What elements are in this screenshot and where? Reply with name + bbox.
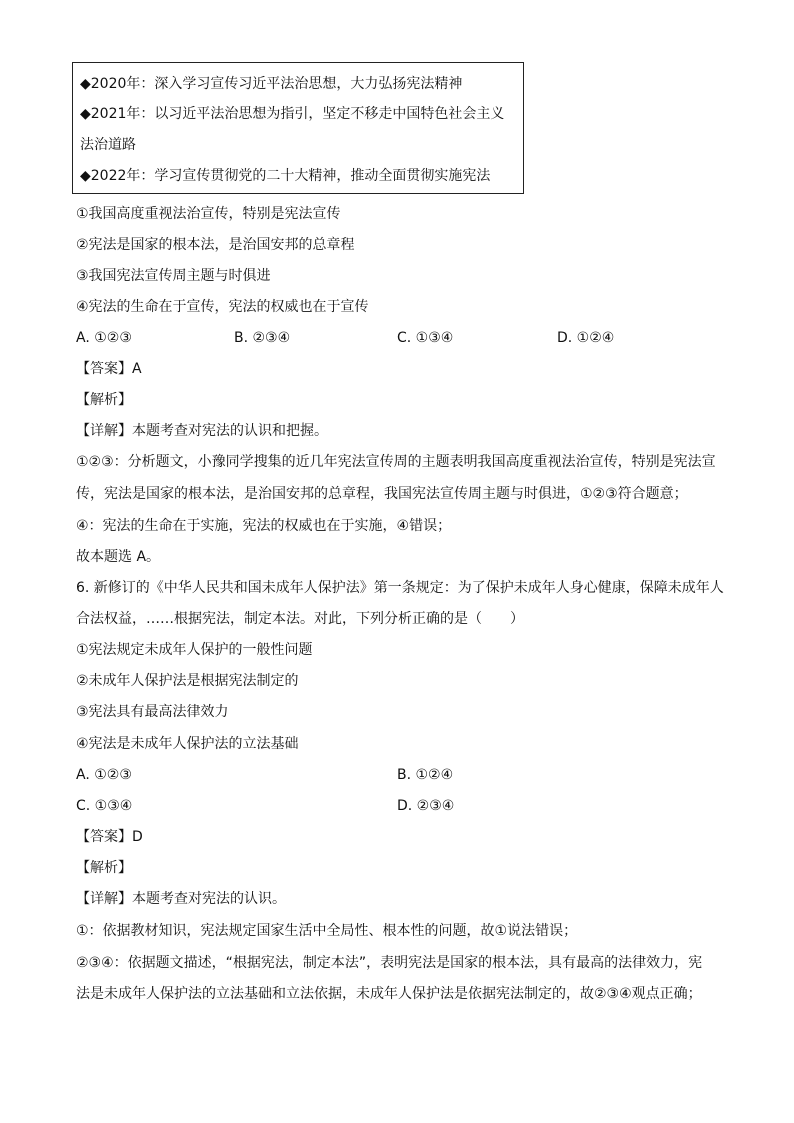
q6-option-b: B. ①②④ bbox=[397, 767, 454, 783]
q6-analysis-heading: 【解析】 bbox=[76, 860, 132, 876]
q6-option-a: A. ①②③ bbox=[76, 767, 132, 783]
q5-detail: 【详解】本题考查对宪法的认识和把握。 bbox=[76, 423, 328, 439]
q5-analysis-heading: 【解析】 bbox=[76, 392, 132, 408]
q5-explanation-3: ④：宪法的生命在于实施，宪法的权威也在于实施，④错误； bbox=[76, 518, 452, 534]
q6-explanation-2: ②③④：依据题文描述，“根据宪法，制定本法”，表明宪法是国家的根本法，具有最高的法律效力，宪 bbox=[76, 955, 703, 971]
q5-option-c: C. ①③④ bbox=[397, 330, 454, 346]
q6-option-c: C. ①③④ bbox=[76, 798, 133, 814]
q5-statement-4: ④宪法的生命在于宣传，宪法的权威也在于宣传 bbox=[76, 299, 369, 315]
q6-statement-2: ②未成年人保护法是根据宪法制定的 bbox=[76, 673, 299, 689]
q5-option-d: D. ①②④ bbox=[557, 330, 615, 346]
q6-answer: 【答案】D bbox=[76, 829, 143, 845]
box-line-2022: ◆2022年：学习宣传贯彻党的二十大精神，推动全面贯彻实施宪法 bbox=[80, 168, 491, 184]
q5-statement-1: ①我国高度重视法治宣传，特别是宪法宣传 bbox=[76, 206, 341, 222]
q6-stem-2: 合法权益，……根据宪法，制定本法。对此，下列分析正确的是（ ） bbox=[76, 611, 524, 627]
q5-option-b: B. ②③④ bbox=[234, 330, 291, 346]
q5-option-a: A. ①②③ bbox=[76, 330, 132, 346]
q6-explanation-3: 法是未成年人保护法的立法基础和立法依据，未成年人保护法是依据宪法制定的，故②③④观点正确； bbox=[76, 986, 702, 1002]
q6-statement-4: ④宪法是未成年人保护法的立法基础 bbox=[76, 736, 299, 752]
q6-detail: 【详解】本题考查对宪法的认识。 bbox=[76, 891, 286, 907]
q6-statement-3: ③宪法具有最高法律效力 bbox=[76, 704, 229, 720]
q6-option-d: D. ②③④ bbox=[397, 798, 455, 814]
q6-stem-1: 6. 新修订的《中华人民共和国未成年人保护法》第一条规定：为了保护未成年人身心健康，保障未成年人 bbox=[76, 580, 724, 596]
q5-answer: 【答案】A bbox=[76, 361, 142, 377]
box-line-2020: ◆2020年：深入学习宣传习近平法治思想，大力弘扬宪法精神 bbox=[80, 76, 463, 92]
q5-conclusion: 故本题选 A。 bbox=[76, 549, 161, 565]
box-line-2021: ◆2021年：以习近平法治思想为指引，坚定不移走中国特色社会主义 bbox=[80, 106, 505, 122]
q6-statement-1: ①宪法规定未成年人保护的一般性问题 bbox=[76, 642, 313, 658]
q5-statement-3: ③我国宪法宣传周主题与时俱进 bbox=[76, 268, 271, 284]
q5-explanation-2: 传，宪法是国家的根本法，是治国安邦的总章程，我国宪法宣传周主题与时俱进，①②③符合题意； bbox=[76, 486, 688, 502]
q6-explanation-1: ①：依据教材知识，宪法规定国家生活中全局性、根本性的问题，故①说法错误； bbox=[76, 923, 578, 939]
box-line-2021-cont: 法治道路 bbox=[80, 137, 136, 153]
q5-statement-2: ②宪法是国家的根本法，是治国安邦的总章程 bbox=[76, 237, 355, 253]
q5-explanation-1: ①②③：分析题文，小豫同学搜集的近几年宪法宣传周的主题表明我国高度重视法治宣传，特别是宪法宣 bbox=[76, 454, 716, 470]
